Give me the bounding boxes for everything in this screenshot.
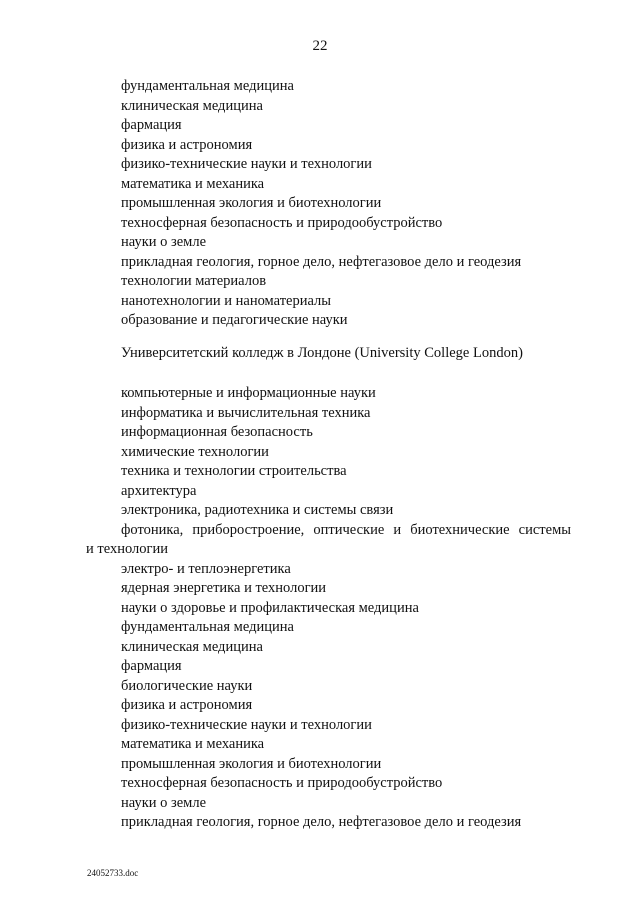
list-item: информационная безопасность bbox=[121, 424, 313, 440]
list-item: фотоника, приборостроение, оптические и биотехнические системы bbox=[121, 521, 571, 538]
list-item: техносферная безопасность и природообустройство bbox=[121, 214, 443, 231]
list-item: техника и технологии строительства bbox=[121, 463, 347, 479]
list-item: технологии материалов bbox=[121, 273, 267, 289]
list-item: образование и педагогические науки bbox=[121, 312, 348, 328]
list-item: математика и механика bbox=[121, 175, 265, 192]
list-item: информатика и вычислительная техника bbox=[121, 404, 371, 421]
list-item: науки о здоровье и профилактическая медицина bbox=[121, 599, 419, 616]
list-item: науки о земле bbox=[121, 234, 207, 250]
list-item: архитектура bbox=[121, 482, 197, 499]
list-item: нанотехнологии и наноматериалы bbox=[121, 292, 332, 309]
list-item: компьютерные и информационные науки bbox=[121, 385, 376, 401]
list-item: физика и астрономия bbox=[121, 697, 253, 713]
list-item: фармация bbox=[121, 117, 182, 133]
list-item: прикладная геология, горное дело, нефтегазовое дело и геодезия bbox=[121, 253, 522, 270]
page-number: 22 bbox=[312, 38, 328, 54]
list-item: ядерная энергетика и технологии bbox=[121, 580, 327, 596]
list-item-continuation: и технологии bbox=[86, 541, 168, 557]
list-item: фундаментальная медицина bbox=[121, 619, 294, 635]
list-item: науки о земле bbox=[121, 794, 207, 811]
list-item: техносферная безопасность и природообустройство bbox=[121, 775, 443, 791]
list-item: физико-технические науки и технологии bbox=[121, 156, 372, 172]
list-item: физика и астрономия bbox=[121, 136, 253, 153]
list-item: клиническая медицина bbox=[121, 638, 263, 655]
document-filename-footer: 24052733.doc bbox=[87, 868, 139, 878]
list-item: физико-технические науки и технологии bbox=[121, 716, 372, 733]
list-item: химические технологии bbox=[121, 443, 269, 460]
list-item: прикладная геология, горное дело, нефтегазовое дело и геодезия bbox=[121, 814, 522, 830]
list-item: фундаментальная медицина bbox=[121, 78, 294, 94]
list-item: биологические науки bbox=[121, 677, 253, 694]
list-item: электроника, радиотехника и системы связи bbox=[121, 502, 394, 518]
list-item: фармация bbox=[121, 658, 182, 674]
list-item: клиническая медицина bbox=[121, 97, 263, 114]
specialty-list-2 bbox=[86, 384, 571, 833]
list-item: математика и механика bbox=[121, 736, 265, 752]
list-item: электро- и теплоэнергетика bbox=[121, 560, 291, 577]
list-item: промышленная экология и биотехнологии bbox=[121, 755, 382, 772]
specialty-list-1 bbox=[121, 77, 561, 331]
university-heading: Университетский колледж в Лондоне (University College London) bbox=[121, 345, 523, 361]
list-item: промышленная экология и биотехнологии bbox=[121, 195, 382, 211]
